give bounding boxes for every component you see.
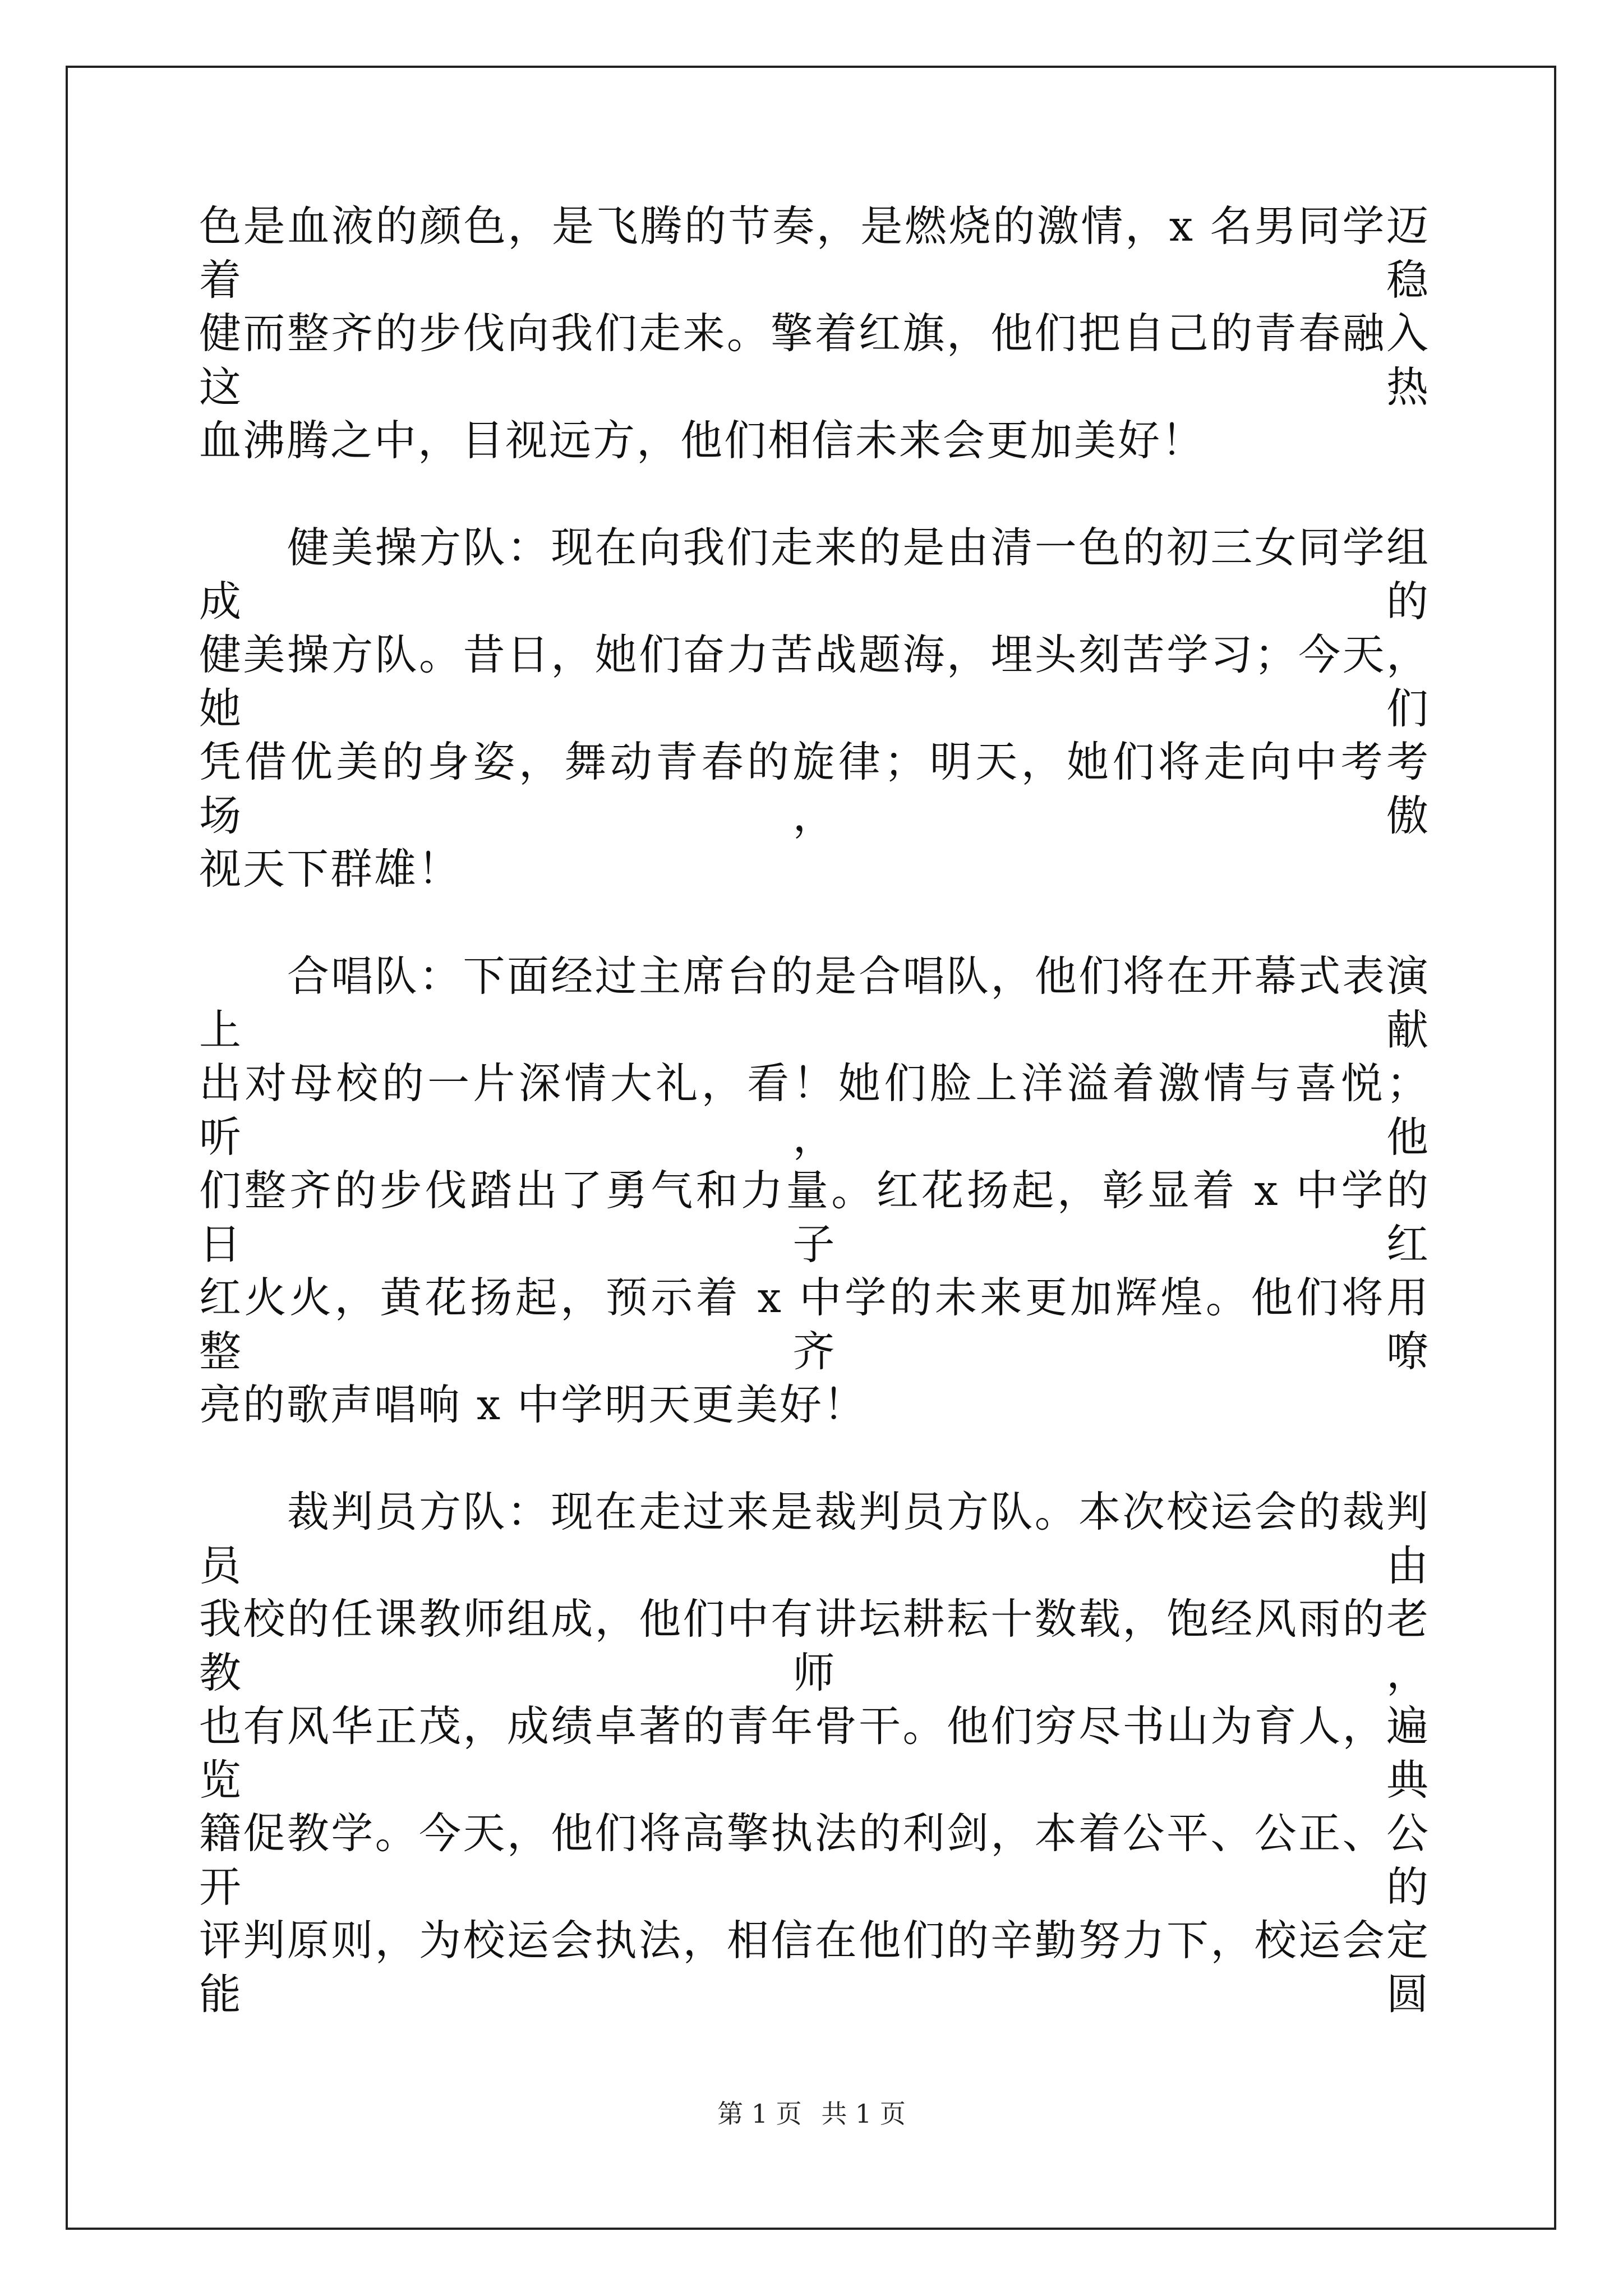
text-line-9: 出对母校的一片深情大礼，看！她们脸上洋溢着激情与喜悦；听，他 <box>199 1059 1430 1162</box>
text-line-14: 我校的任课教师组成，他们中有讲坛耕耘十数载，饱经风雨的老教师， <box>199 1594 1430 1697</box>
text-line-6: 凭借优美的身姿，舞动青春的旋律；明天，她们将走向中考考场，傲 <box>199 737 1430 840</box>
text-line-17: 评判原则，为校运会执法，相信在他们的辛勤努力下，校运会定能圆 <box>199 1916 1430 2019</box>
text-line-16: 籍促教学。今天，他们将高擎执法的利剑，本着公平、公正、公开的 <box>199 1809 1430 1912</box>
text-line-7: 视天下群雄！ <box>199 844 462 894</box>
page-total: 共 1 页 <box>821 2099 906 2129</box>
text-line-5: 健美操方队。昔日，她们奋力苦战题海，埋头刻苦学习；今天，她们 <box>199 630 1430 733</box>
text-line-10: 们整齐的步伐踏出了勇气和力量。红花扬起，彰显着 x 中学的日子红 <box>199 1166 1430 1269</box>
text-line-13: 裁判员方队：现在走过来是裁判员方队。本次校运会的裁判员由 <box>199 1487 1430 1590</box>
text-line-11: 红火火，黄花扬起，预示着 x 中学的未来更加辉煌。他们将用整齐嘹 <box>199 1273 1430 1376</box>
text-line-3: 血沸腾之中，目视远方，他们相信未来会更加美好！ <box>199 416 1206 465</box>
page-footer <box>0 2098 1623 2129</box>
text-line-12: 亮的歌声唱响 x 中学明天更美好！ <box>199 1380 867 1429</box>
text-line-2: 健而整齐的步伐向我们走来。擎着红旗，他们把自己的青春融入这热 <box>199 309 1430 412</box>
page-number: 第 1 页 <box>717 2099 802 2129</box>
text-line-8: 合唱队：下面经过主席台的是合唱队，他们将在开幕式表演上献 <box>199 951 1430 1055</box>
text-line-15: 也有风华正茂，成绩卓著的青年骨干。他们穷尽书山为育人，遍览典 <box>199 1701 1430 1805</box>
document-body <box>199 199 1430 2021</box>
text-line-1: 色是血液的颜色，是飞腾的节奏，是燃烧的激情，x 名男同学迈着稳 <box>199 201 1430 305</box>
text-line-4: 健美操方队：现在向我们走来的是由清一色的初三女同学组成的 <box>199 523 1430 626</box>
